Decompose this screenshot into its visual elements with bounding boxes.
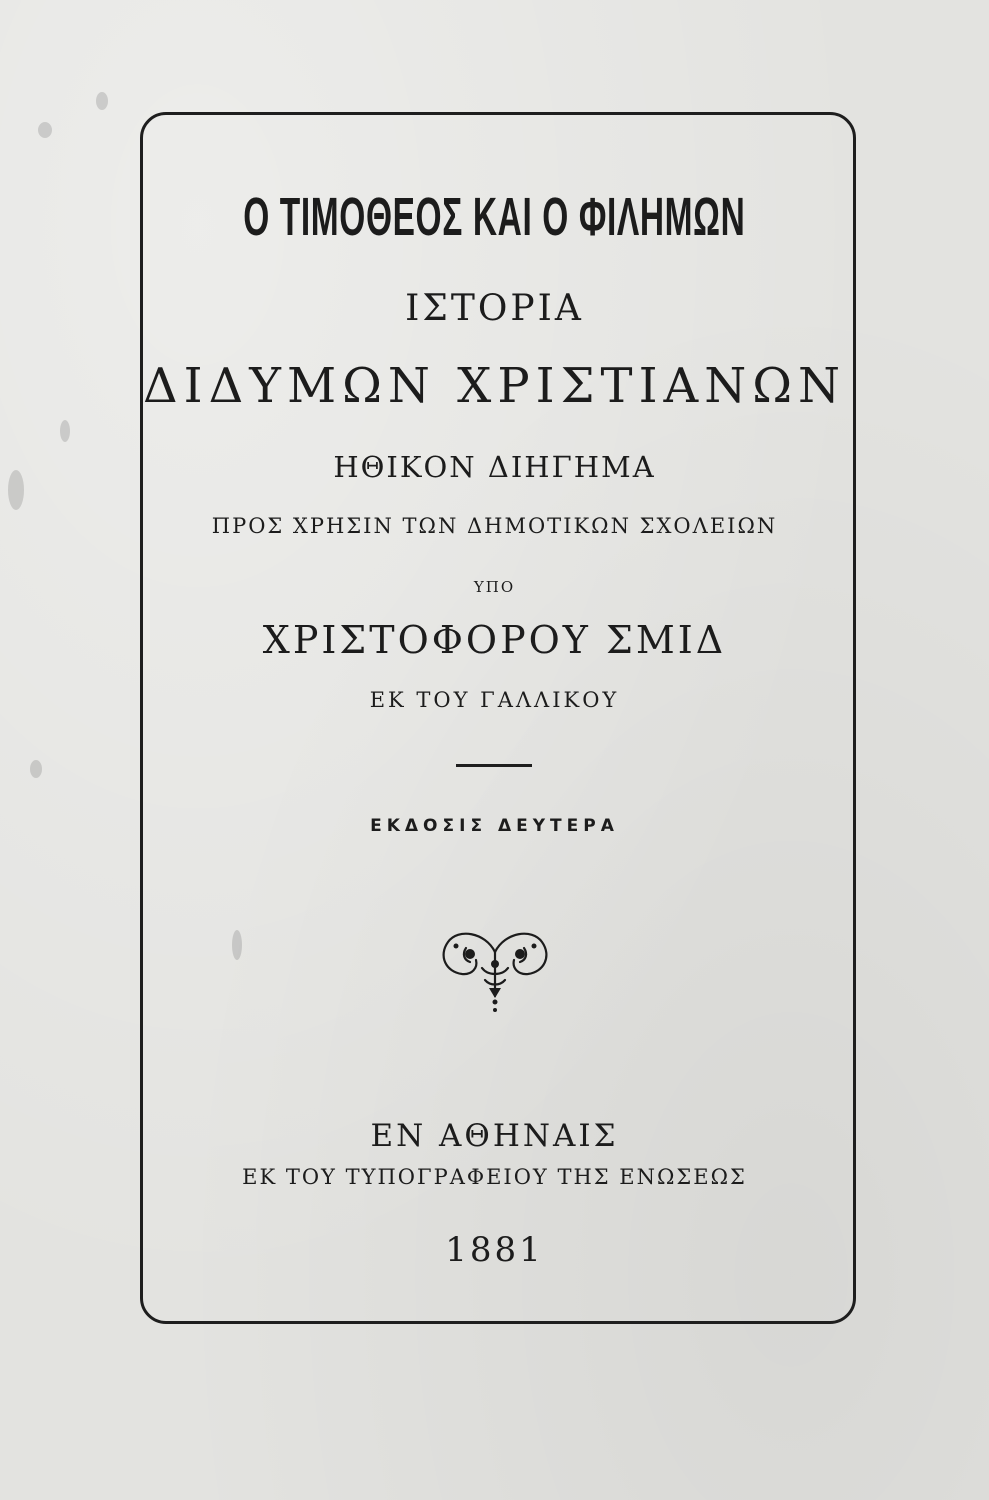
ink-stain [96,92,108,110]
ink-stain [60,420,70,442]
purpose-line: ΠΡΟΣ ΧΡΗΣΙΝ ΤΩΝ ΔΗΜΟΤΙΚΩΝ ΣΧΟΛΕΙΩΝ [211,514,778,538]
by-line: ΥΠΟ [473,578,516,596]
floral-heart-ornament-icon [430,918,560,1018]
separator-rule [456,764,532,767]
printer-line: ΕΚ ΤΟΥ ΤΥΠΟΓΡΑΦΕΙΟΥ ΤΗΣ ΕΝΩΣΕΩΣ [242,1165,747,1189]
genre-line: ΗΘΙΚΟΝ ΔΙΗΓΗΜΑ [333,450,656,484]
ink-stain [38,122,52,138]
translation-note: ΕΚ ΤΟΥ ΓΑΛΛΙΚΟΥ [369,688,620,712]
publication-year: 1881 [445,1230,544,1270]
author-name: ΧΡΙΣΤΟΦΟΡΟΥ ΣΜΙΔ [262,618,727,662]
subtitle-historia: ΙΣΤΟΡΙΑ [405,288,584,329]
book-title: Ο ΤΙΜΟΘΕΟΣ ΚΑΙ Ο ΦΙΛΗΜΩΝ [243,187,746,247]
ink-stain [30,760,42,778]
edition-line: ΕΚΔΟΣΙΣ ΔΕΥΤΕΡΑ [370,816,619,836]
subtitle-didymon-christianon: ΔΙΔΥΜΩΝ ΧΡΙΣΤΙΑΝΩΝ [143,358,846,414]
publication-place: ΕΝ ΑΘΗΝΑΙΣ [370,1118,619,1154]
